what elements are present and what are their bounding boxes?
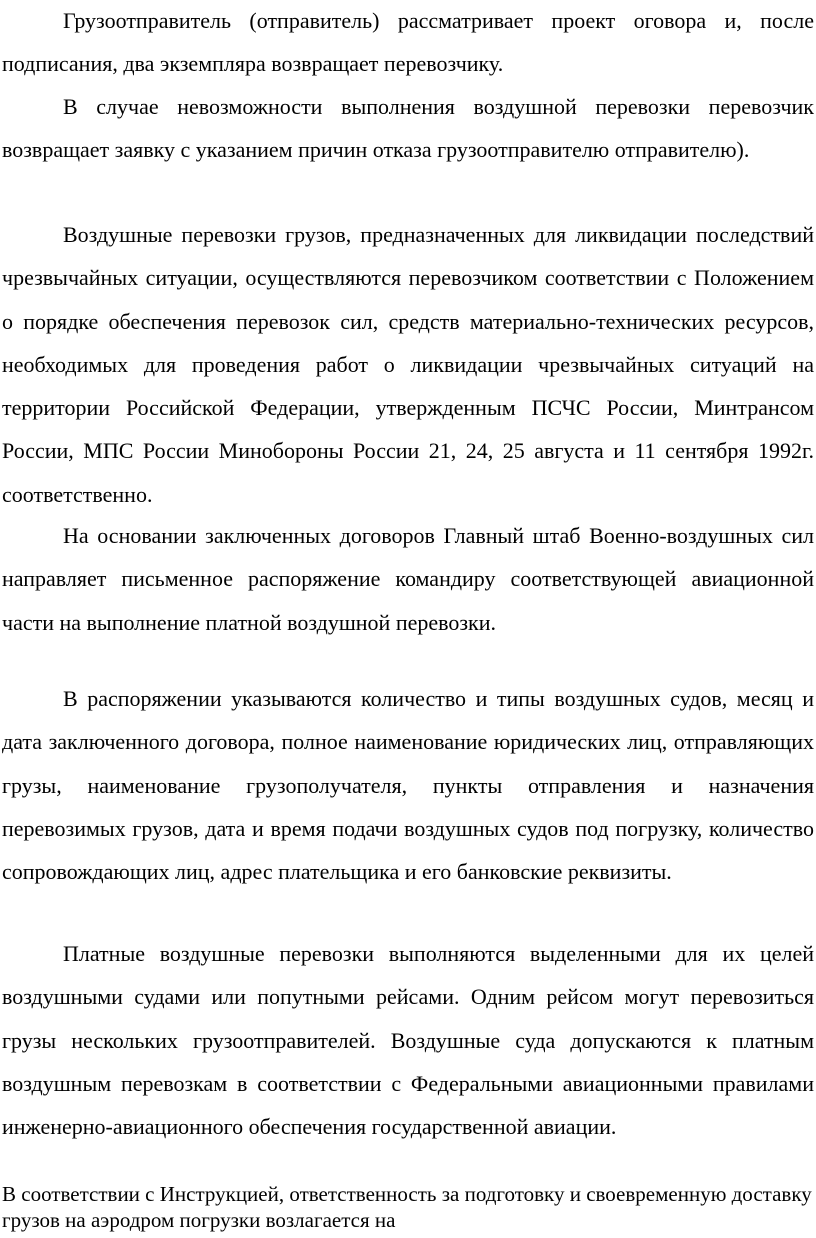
paragraph-paid-flights: Платные воздушные перевозки выполняются выделенными для их целей воздушными судами или попутными рейсами. Одним рейсом могут перевозиться грузы нескольких грузоотправителей. Воздушные суда допускаются к платным воздушным перевозкам в соответствии с Федеральными авиационными правилами инженерно-авиационного обеспечения государственной авиации. xyxy=(2,941,814,1140)
paragraph-carrier-refusal: В случае невозможности выполнения воздушной перевозки перевозчик возвращает заявку с указанием причин отказа грузоотправителю отправителю). xyxy=(2,94,814,163)
paragraph-emergency-transport: Воздушные перевозки грузов, предназначенных для ликвидации последствий чрезвычайных ситуации, осуществляются перевозчиком соответствии с Положением о порядке обеспечения перевозок сил, средств материально-технических ресурсов, необходимых для проведения работ о ликвидации чрезвычайных ситуаций на территории Российской Федерации, утвержденным ПСЧС России, Минтрансом России, МПС России Минобороны России 21, 24, 25 августа и 11 сентября 1992г. соответственно. xyxy=(2,222,814,507)
paragraph-air-force-order: На основании заключенных договоров Главный штаб Военно-воздушных сил направляет письменное распоряжение командиру соответствующей авиационной части на выполнение платной воздушной перевозки. xyxy=(2,523,814,635)
paragraph-shipper-review: Грузоотправитель (отправитель) рассматривает проект оговора и, после подписания, два экземпляра возвращает перевозчику. xyxy=(2,8,814,77)
paragraph-order-contents: В распоряжении указываются количество и типы воздушных судов, месяц и дата заключенного договора, полное наименование юридических лиц, отправляющих грузы, наименование грузополучателя, пункты отправления и назначения перевозимых грузов, дата и время подачи воздушных судов под погрузку, количество сопровождающих лиц, адрес плательщика и его банковские реквизиты. xyxy=(2,686,814,885)
paragraph-instruction-responsibility: В соответствии с Инструкцией, ответственность за подготовку и своевременную доставку грузов на аэродром погрузки возлагается на xyxy=(2,1182,812,1232)
